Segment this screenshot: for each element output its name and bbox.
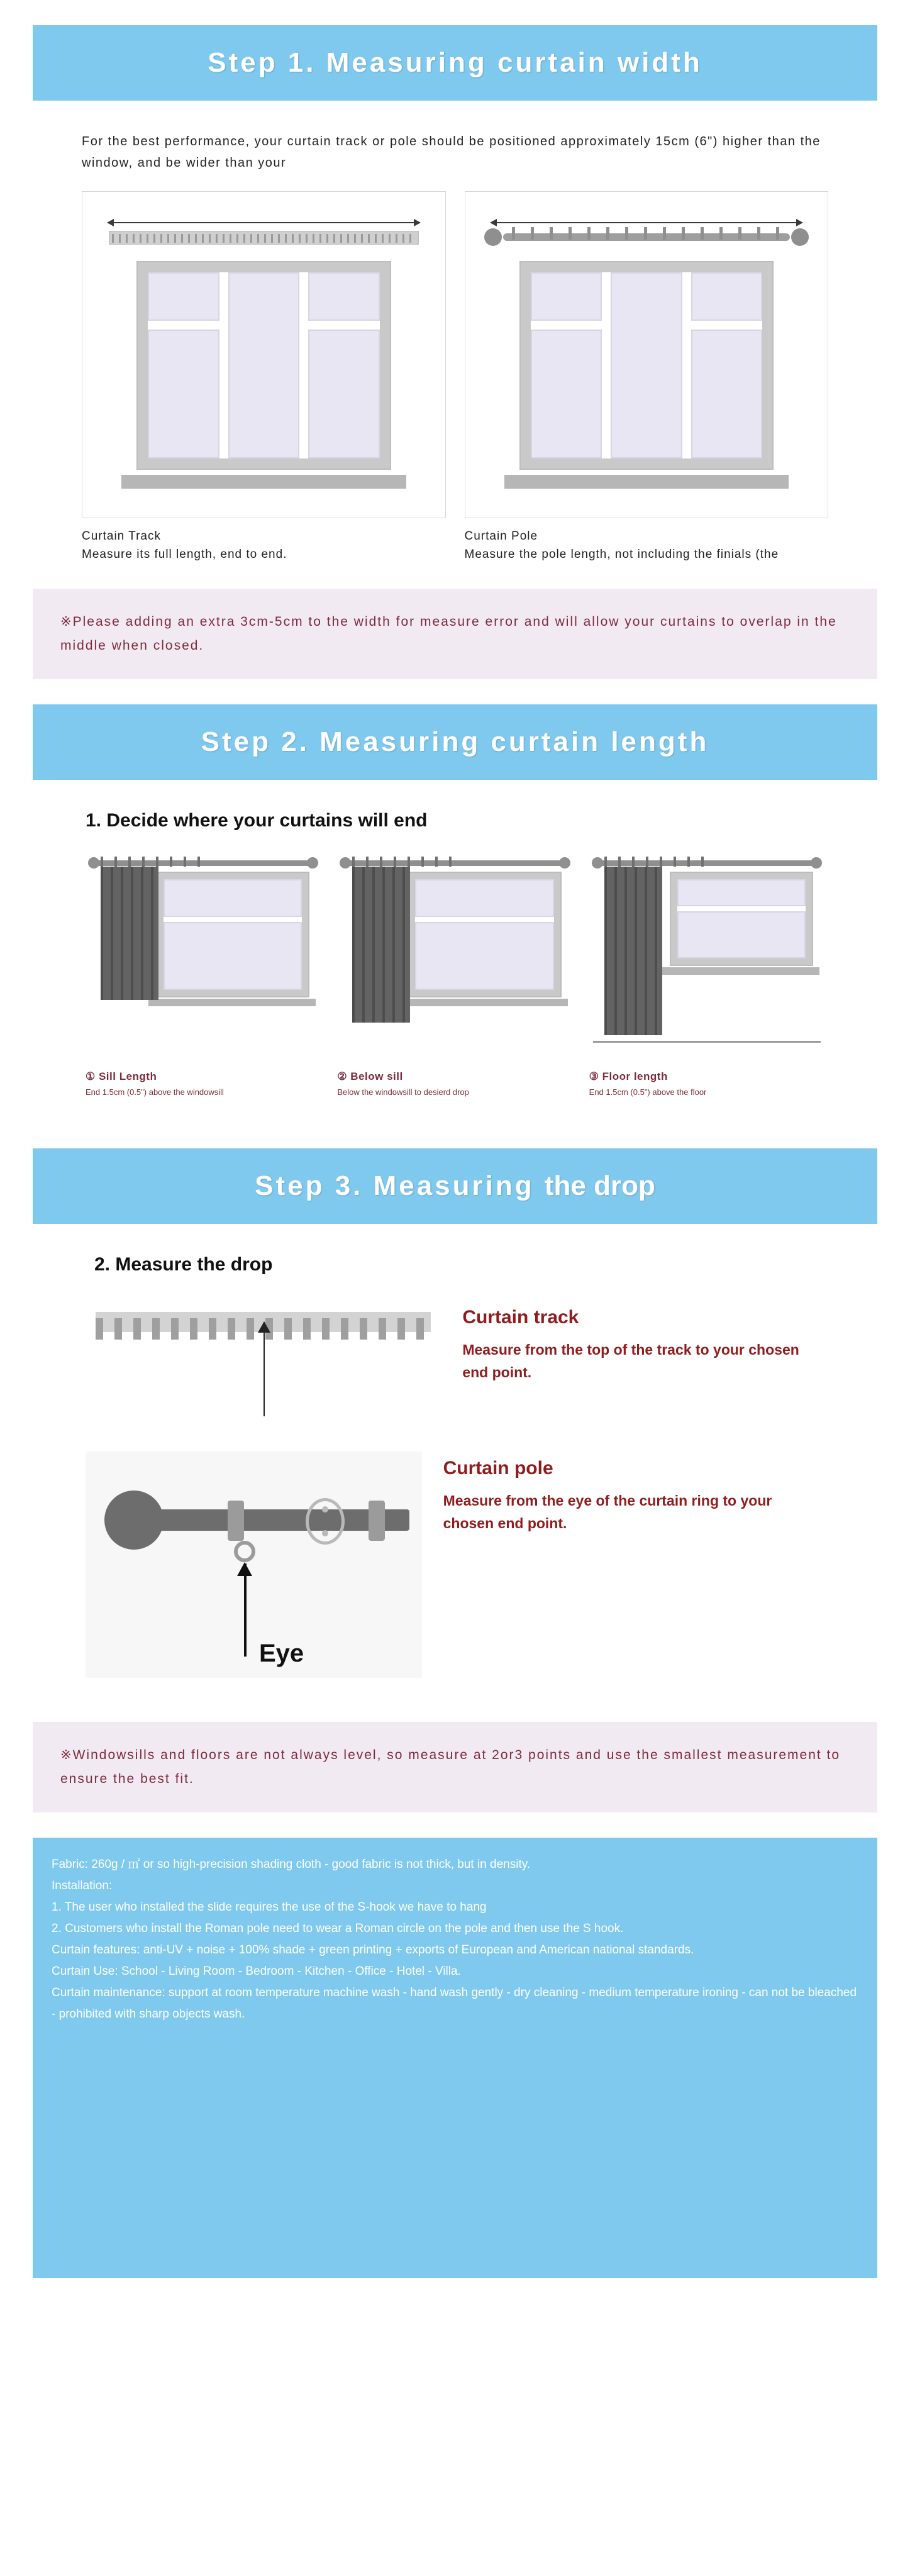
window-pane: [677, 911, 806, 958]
window-frame: [670, 872, 813, 966]
window-panes: [531, 272, 763, 458]
curtain-panel: [101, 867, 158, 1000]
curtain-track-title: Curtain Track: [82, 530, 161, 543]
curtain-pole-caption: [465, 527, 829, 564]
window-pane: [691, 272, 763, 321]
measure-arrow-icon: [108, 222, 420, 223]
step2-banner: [33, 704, 877, 780]
window-frame: [408, 872, 561, 997]
window-pane: [308, 330, 380, 458]
eye-hook-icon: [234, 1541, 255, 1562]
spec-line: Curtain Use: School - Living Room - Bedroom - Kitchen - Office - Hotel - Villa.: [52, 1965, 461, 1978]
window-frame: [136, 261, 391, 470]
window-pane: [531, 272, 602, 321]
window-pane: [677, 879, 806, 906]
eyelet-ring-icon: [306, 1498, 345, 1545]
width-option-pole: [465, 191, 829, 564]
spec-line: Curtain maintenance: support at room temperature machine wash - hand wash gently - dry cleaning - medium temperature ironing - can not be bleached - prohibited with sharp objects wash.: [52, 1986, 857, 2021]
step3-title-sub: the drop: [544, 1170, 655, 1201]
curtain-track-diagram: [82, 191, 446, 518]
window-pane: [415, 922, 553, 990]
pole-finial-right-icon: [791, 228, 809, 246]
intro-paragraph: For the best performance, your curtain track or pole should be positioned approximately 15cm (6") higher than the window, and be wider than your: [82, 135, 821, 170]
window-sill: [504, 475, 789, 489]
step3-title-main: Step 3. Measuring: [255, 1170, 545, 1201]
spec-line: 1. The user who installed the slide requires the use of the S-hook we have to hang: [52, 1901, 487, 1914]
window-frame: [519, 261, 774, 470]
pole-finial-ball-icon: [104, 1491, 164, 1550]
length-options-row: [86, 850, 824, 1098]
track-bar-icon: [109, 231, 419, 245]
curtain-track-drop-desc: Measure from the top of the track to your chosen end point.: [462, 1341, 799, 1380]
window-pane: [415, 879, 553, 917]
window-panes: [148, 272, 380, 458]
window-pane: [228, 272, 300, 458]
measure-up-arrow-icon: [244, 1563, 247, 1657]
curtain-pole-title: Curtain Pole: [464, 530, 538, 543]
window-sill: [400, 999, 567, 1006]
curtain-ring-icon: [369, 1501, 385, 1541]
sill-length-sub: End 1.5cm (0.5") above the windowsill: [86, 1087, 224, 1097]
step3-title: [255, 1170, 655, 1202]
floor-length-diagram: [589, 850, 824, 1064]
below-sill-label: ② Below sill: [337, 1070, 403, 1082]
pole-drop-text: [443, 1452, 824, 1535]
measure-arrow-icon: [491, 222, 803, 223]
pole-rings-icon: [101, 857, 201, 867]
curtain-panel: [352, 867, 410, 1023]
step1-title: Step 1. Measuring curtain width: [208, 47, 702, 78]
spec-line: 2. Customers who install the Roman pole need to wear a Roman circle on the pole and then use the S hook.: [52, 1922, 624, 1935]
floor-length-label: ③ Floor length: [589, 1070, 668, 1082]
curtain-pole-drop-title: Curtain pole: [443, 1458, 553, 1479]
track-drop-diagram: [86, 1301, 441, 1426]
drop-block-track: [86, 1301, 824, 1426]
window-sill: [662, 967, 819, 975]
window-pane: [164, 879, 302, 917]
step2-title: Step 2. Measuring curtain length: [201, 726, 709, 757]
curtain-pole-drop-desc: Measure from the eye of the curtain ring to your chosen end point.: [443, 1492, 772, 1531]
window-pane: [691, 330, 763, 458]
floor-line: [593, 1041, 821, 1043]
curtain-panel: [604, 867, 662, 1035]
track-drop-text: [462, 1301, 824, 1384]
eye-label: Eye: [259, 1640, 304, 1667]
width-option-track: [82, 191, 446, 564]
window-pane: [308, 272, 380, 321]
drop-heading: 2. Measure the drop: [94, 1254, 273, 1275]
spec-line: Installation:: [52, 1879, 113, 1892]
curtain-track-desc: Measure its full length, end to end.: [82, 548, 287, 561]
track-hooks-icon: [112, 234, 416, 243]
sill-length-label: ① Sill Length: [86, 1070, 157, 1082]
pole-finial-left-icon: [484, 228, 502, 246]
below-sill-sub: Below the windowsill to desierd drop: [337, 1087, 469, 1097]
pole-rings-icon: [352, 857, 453, 867]
curtain-pole-diagram: [465, 191, 829, 518]
pole-rings-icon: [604, 857, 705, 867]
page-root: [0, 25, 910, 2303]
window-sill: [121, 475, 406, 489]
sill-length-diagram: [86, 850, 321, 1064]
window-pane: [531, 330, 602, 458]
curtain-pole-desc: Measure the pole length, not including the finials (the: [464, 548, 779, 561]
length-heading: 1. Decide where your curtains will end: [86, 810, 428, 831]
step1-banner: [33, 25, 877, 101]
width-note: ※Please adding an extra 3cm-5cm to the width for measure error and will allow your curtains to overlap in the middle when closed.: [33, 589, 877, 679]
length-option-floor: [589, 850, 824, 1098]
length-option-below-sill: [337, 850, 572, 1098]
window-pane: [148, 330, 219, 458]
window-frame: [156, 872, 309, 997]
width-options-row: [82, 191, 828, 564]
window-pane: [611, 272, 682, 458]
below-sill-diagram: [337, 850, 572, 1064]
window-pane: [148, 272, 219, 321]
pole-rings-icon: [512, 227, 782, 240]
pole-drop-diagram: [86, 1452, 422, 1678]
measure-up-arrow-icon: [264, 1322, 265, 1416]
curtain-ring-icon: [228, 1501, 244, 1541]
curtain-track-caption: [82, 527, 446, 564]
spec-line: Curtain features: anti-UV + noise + 100% shade + green printing + exports of European and American national standards.: [52, 1943, 694, 1957]
window-sill: [148, 999, 316, 1006]
floor-length-sub: End 1.5cm (0.5") above the floor: [589, 1087, 707, 1097]
curtain-track-drop-title: Curtain track: [462, 1307, 579, 1328]
step3-banner: [33, 1148, 877, 1224]
spec-line: Fabric: 260g / ㎡ or so high-precision shading cloth - good fabric is not thick, but in density.: [52, 1858, 531, 1871]
product-spec-block: [33, 1838, 877, 2278]
level-note: ※Windowsills and floors are not always level, so measure at 2or3 points and use the smallest measurement to ensure the best fit.: [33, 1722, 877, 1813]
length-option-sill: [86, 850, 321, 1098]
drop-block-pole: [86, 1452, 824, 1678]
window-pane: [164, 922, 302, 990]
